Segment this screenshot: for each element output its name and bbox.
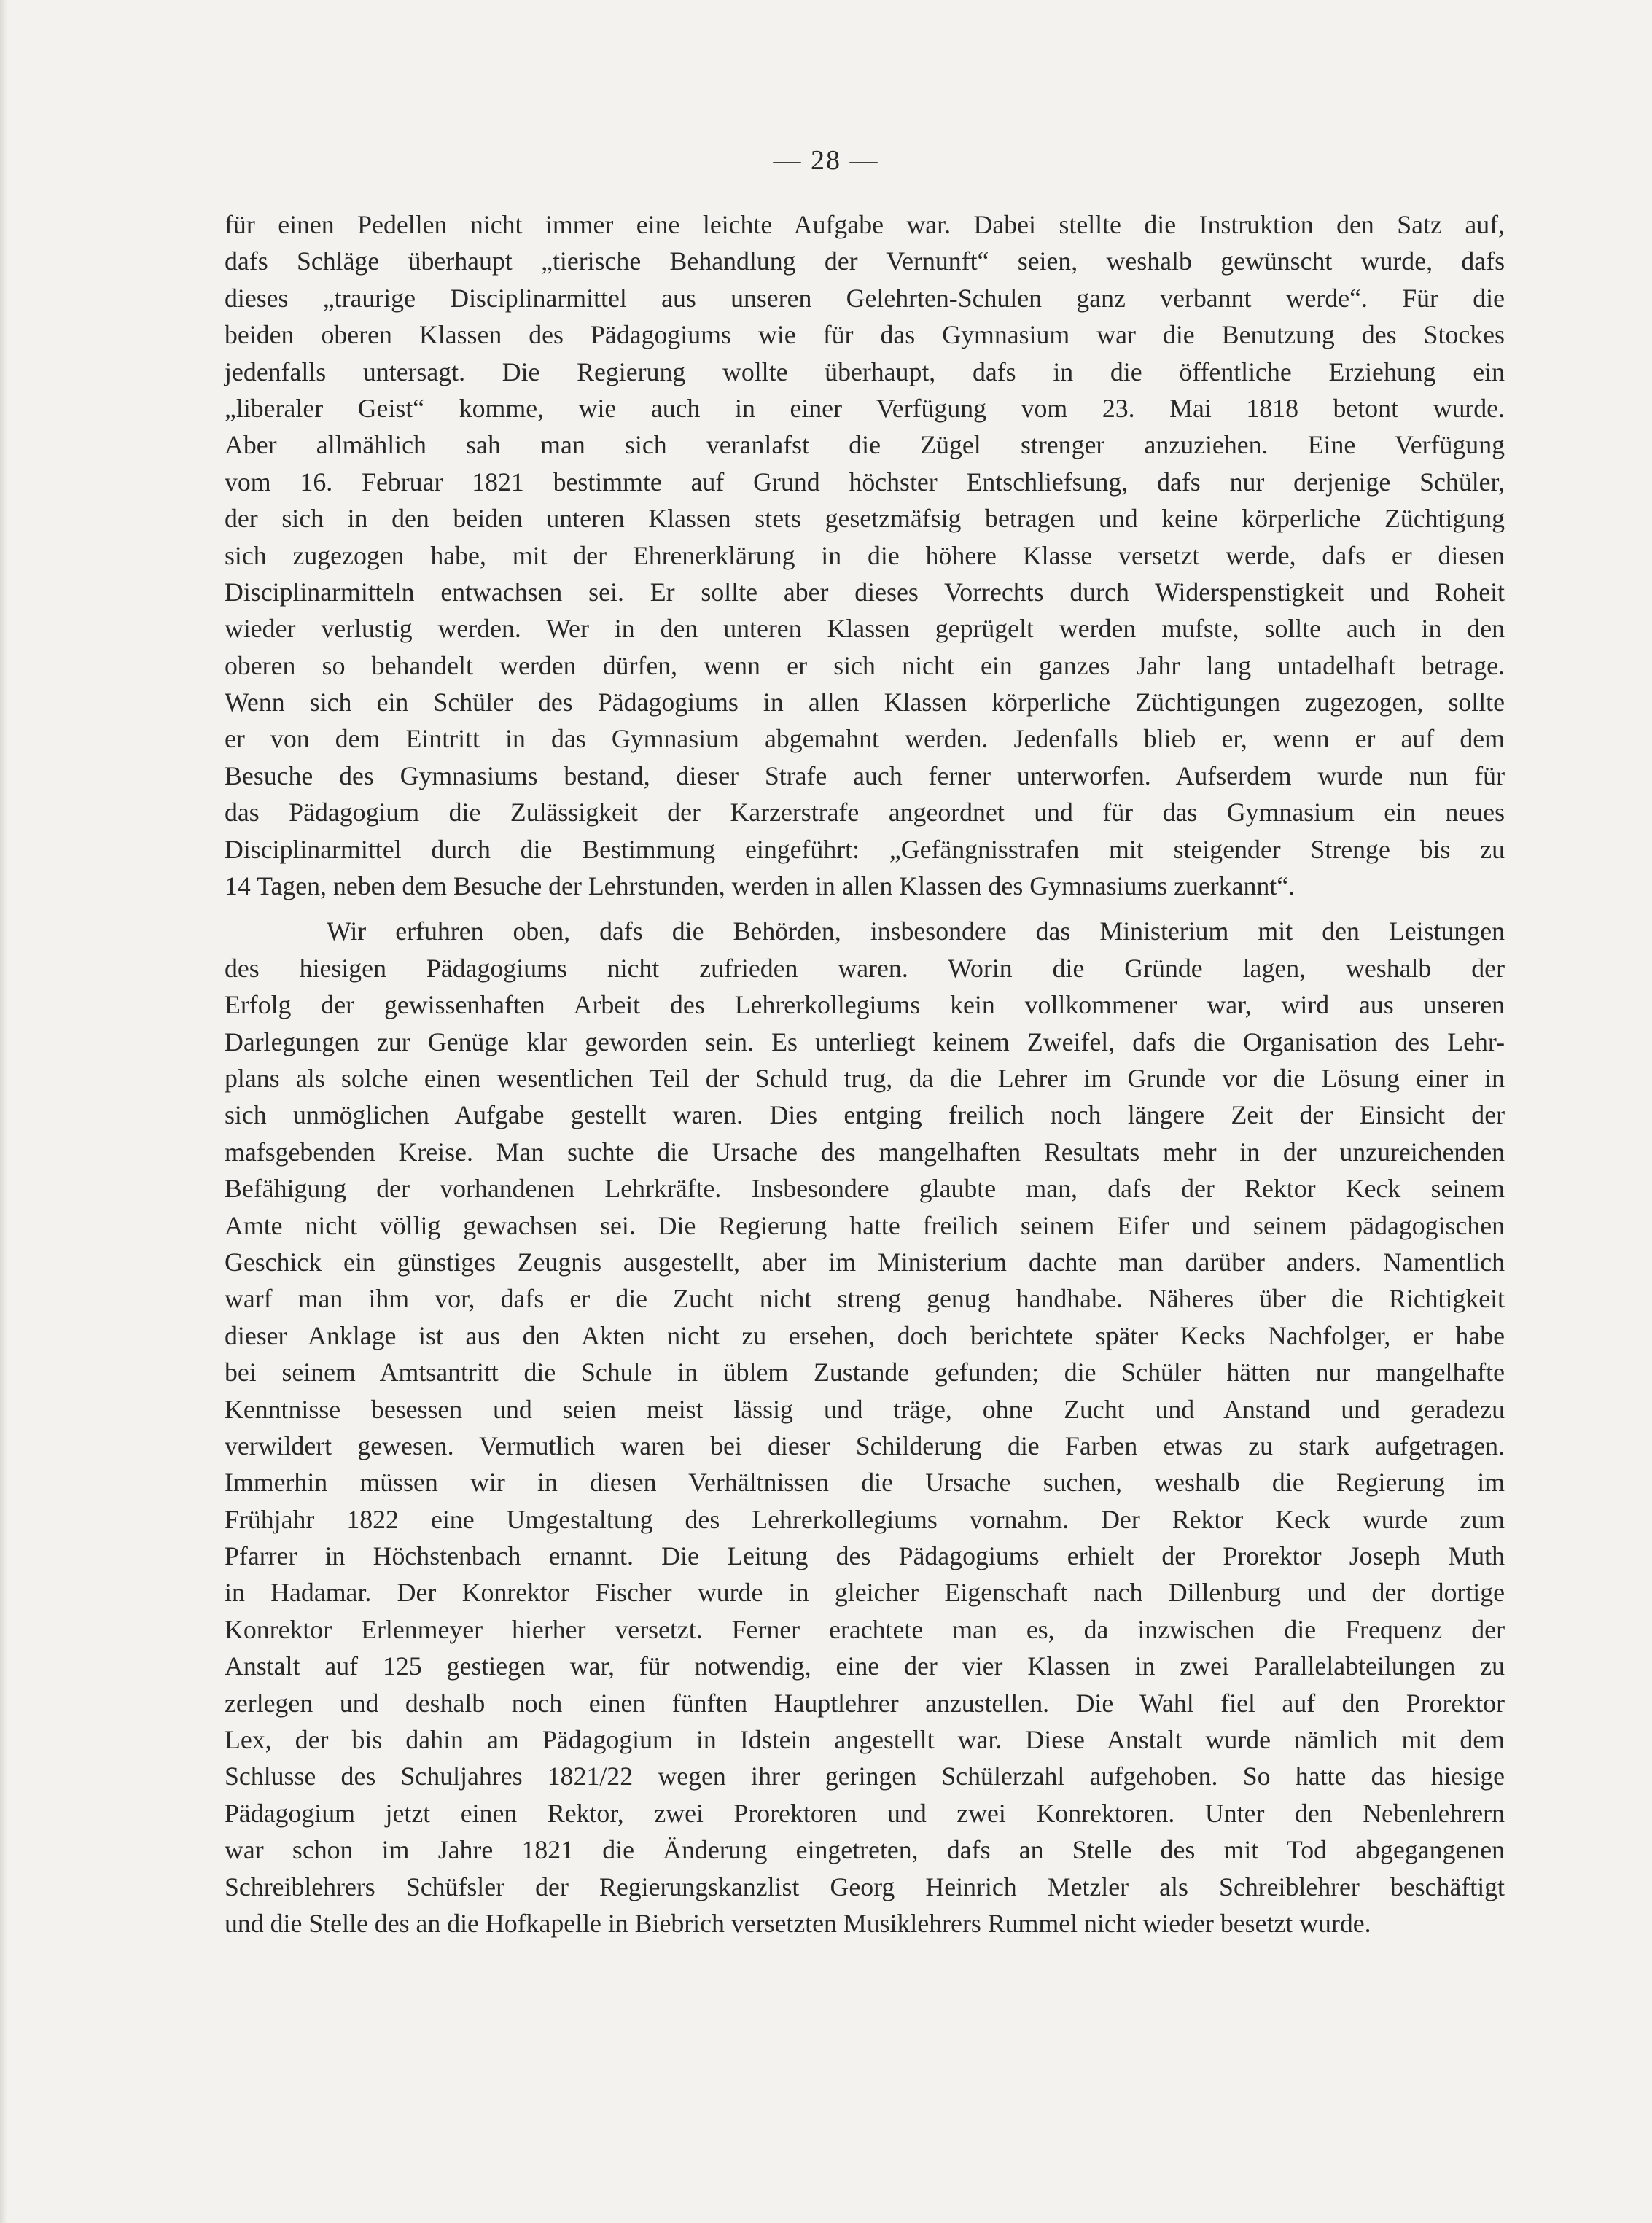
text-line: Schreiblehrers Schüfsler der Regierungskanzlist Georg Heinrich Metzler als Schreiblehrer beschäftigt [225, 1872, 1505, 1901]
text-line: zerlegen und deshalb noch einen fünften Hauptlehrer anzustellen. Die Wahl fiel auf den Prorektor [225, 1688, 1505, 1718]
text-line: vom 16. Februar 1821 bestimmte auf Grund höchster Entschliefsung, dafs nur derjenige Schüler, [225, 467, 1505, 497]
text-line: jedenfalls untersagt. Die Regierung wollte überhaupt, dafs in die öffentliche Erziehung ein [225, 357, 1505, 386]
text-line: sich zugezogen habe, mit der Ehrenerklärung in die höhere Klasse versetzt werde, dafs er diesen [225, 540, 1505, 570]
text-line: Geschick ein günstiges Zeugnis ausgestellt, aber im Ministerium dachte man darüber anders. Namentlich [225, 1247, 1505, 1277]
text-line: Erfolg der gewissenhaften Arbeit des Lehrerkollegiums kein vollkommener war, wird aus unseren [225, 990, 1505, 1020]
text-line: Befähigung der vorhandenen Lehrkräfte. Insbesondere glaubte man, dafs der Rektor Keck seinem [225, 1174, 1505, 1204]
text-line: Darlegungen zur Genüge klar geworden sein. Es unterliegt keinem Zweifel, dafs die Organisation des Lehr- [225, 1027, 1505, 1056]
text-line: Pädagogium jetzt einen Rektor, zwei Prorektoren und zwei Konrektoren. Unter den Nebenlehrern [225, 1798, 1505, 1828]
text-line: plans als solche einen wesentlichen Teil der Schuld trug, da die Lehrer im Grunde vor die Lösung einer in [225, 1063, 1505, 1093]
text-line: des hiesigen Pädagogiums nicht zufrieden waren. Worin die Gründe lagen, weshalb der [225, 953, 1505, 983]
text-line: Frühjahr 1822 eine Umgestaltung des Lehrerkollegiums vornahm. Der Rektor Keck wurde zum [225, 1504, 1505, 1534]
paragraph [225, 913, 1505, 1942]
paragraph [225, 206, 1505, 904]
text-line: dafs Schläge überhaupt „tierische Behandlung der Vernunft“ seien, weshalb gewünscht wurde, dafs [225, 246, 1505, 276]
text-line: der sich in den beiden unteren Klassen stets gesetzmäfsig betragen und keine körperliche Züchtigung [225, 504, 1505, 534]
text-line: wieder verlustig werden. Wer in den unteren Klassen geprügelt werden mufste, sollte auch in den [225, 614, 1505, 644]
text-line: bei seinem Amtsantritt die Schule in üblem Zustande gefunden; die Schüler hätten nur mangelhafte [225, 1358, 1505, 1387]
text-line: Disciplinarmittel durch die Bestimmung eingeführt: „Gefängnisstrafen mit steigender Strenge bis zu [225, 834, 1505, 864]
text-line: Immerhin müssen wir in diesen Verhältnissen die Ursache suchen, weshalb die Regierung im [225, 1468, 1505, 1498]
text-line: beiden oberen Klassen des Pädagogiums wie für das Gymnasium war die Benutzung des Stockes [225, 320, 1505, 350]
text-line: oberen so behandelt werden dürfen, wenn er sich nicht ein ganzes Jahr lang untadelhaft betrage. [225, 650, 1505, 680]
text-line: er von dem Eintritt in das Gymnasium abgemahnt werden. Jedenfalls blieb er, wenn er auf dem [225, 724, 1505, 754]
text-line: sich unmöglichen Aufgabe gestellt waren. Dies entging freilich noch längere Zeit der Einsicht der [225, 1100, 1505, 1130]
text-line: Lex, der bis dahin am Pädagogium in Idstein angestellt war. Diese Anstalt wurde nämlich mit dem [225, 1725, 1505, 1755]
text-line: Aber allmählich sah man sich veranlafst die Zügel strenger anzuziehen. Eine Verfügung [225, 430, 1505, 460]
text-line: mafsgebenden Kreise. Man suchte die Ursache des mangelhaften Resultats mehr in der unzureichenden [225, 1137, 1505, 1167]
text-line: Konrektor Erlenmeyer hierher versetzt. Ferner erachtete man es, da inzwischen die Frequenz der [225, 1614, 1505, 1644]
text-line: „liberaler Geist“ komme, wie auch in einer Verfügung vom 23. Mai 1818 betont wurde. [225, 393, 1505, 423]
text-line: dieses „traurige Disciplinarmittel aus unseren Gelehrten-Schulen ganz verbannt werde“. Für die [225, 283, 1505, 313]
text-line: Wir erfuhren oben, dafs die Behörden, insbesondere das Ministerium mit den Leistungen [327, 916, 1505, 946]
text-line: dieser Anklage ist aus den Akten nicht zu ersehen, doch berichtete später Kecks Nachfolger, er habe [225, 1320, 1505, 1350]
body-text [225, 206, 1505, 1942]
text-line: in Hadamar. Der Konrektor Fischer wurde in gleicher Eigenschaft nach Dillenburg und der dortige [225, 1578, 1505, 1608]
page-edge-shadow [0, 0, 7, 2223]
page-number: — 28 — [773, 145, 879, 176]
text-line: war schon im Jahre 1821 die Änderung eingetreten, dafs an Stelle des mit Tod abgegangenen [225, 1835, 1505, 1865]
text-line: und die Stelle des an die Hofkapelle in Biebrich versetzten Musiklehrers Rummel nicht wieder besetzt wurde. [225, 1908, 1371, 1938]
text-line: Disciplinarmitteln entwachsen sei. Er sollte aber dieses Vorrechts durch Widerspenstigkeit und Roheit [225, 577, 1505, 607]
text-line: warf man ihm vor, dafs er die Zucht nicht streng genug handhabe. Näheres über die Richtigkeit [225, 1284, 1505, 1314]
text-line: Wenn sich ein Schüler des Pädagogiums in allen Klassen körperliche Züchtigungen zugezogen, sollte [225, 688, 1505, 717]
text-line: Pfarrer in Höchstenbach ernannt. Die Leitung des Pädagogiums erhielt der Prorektor Joseph Muth [225, 1541, 1505, 1571]
text-line: 14 Tagen, neben dem Besuche der Lehrstunden, werden in allen Klassen des Gymnasiums zuerkannt“. [225, 871, 1296, 901]
text-line: Schlusse des Schuljahres 1821/22 wegen ihrer geringen Schülerzahl aufgehoben. So hatte das hiesige [225, 1761, 1505, 1791]
text-line: verwildert gewesen. Vermutlich waren bei dieser Schilderung die Farben etwas zu stark aufgetragen. [225, 1430, 1505, 1460]
text-line: für einen Pedellen nicht immer eine leichte Aufgabe war. Dabei stellte die Instruktion den Satz auf, [225, 210, 1505, 239]
text-line: Kenntnisse besessen und seien meist lässig und träge, ohne Zucht und Anstand und geradezu [225, 1394, 1505, 1424]
text-line: Amte nicht völlig gewachsen sei. Die Regierung hatte freilich seinem Eifer und seinem pädagogischen [225, 1210, 1505, 1240]
text-line: Anstalt auf 125 gestiegen war, für notwendig, eine der vier Klassen in zwei Parallelabteilungen zu [225, 1651, 1505, 1681]
text-line: das Pädagogium die Zulässigkeit der Karzerstrafe angeordnet und für das Gymnasium ein neues [225, 798, 1505, 828]
text-line: Besuche des Gymnasiums bestand, dieser Strafe auch ferner unterworfen. Aufserdem wurde nun für [225, 760, 1505, 790]
